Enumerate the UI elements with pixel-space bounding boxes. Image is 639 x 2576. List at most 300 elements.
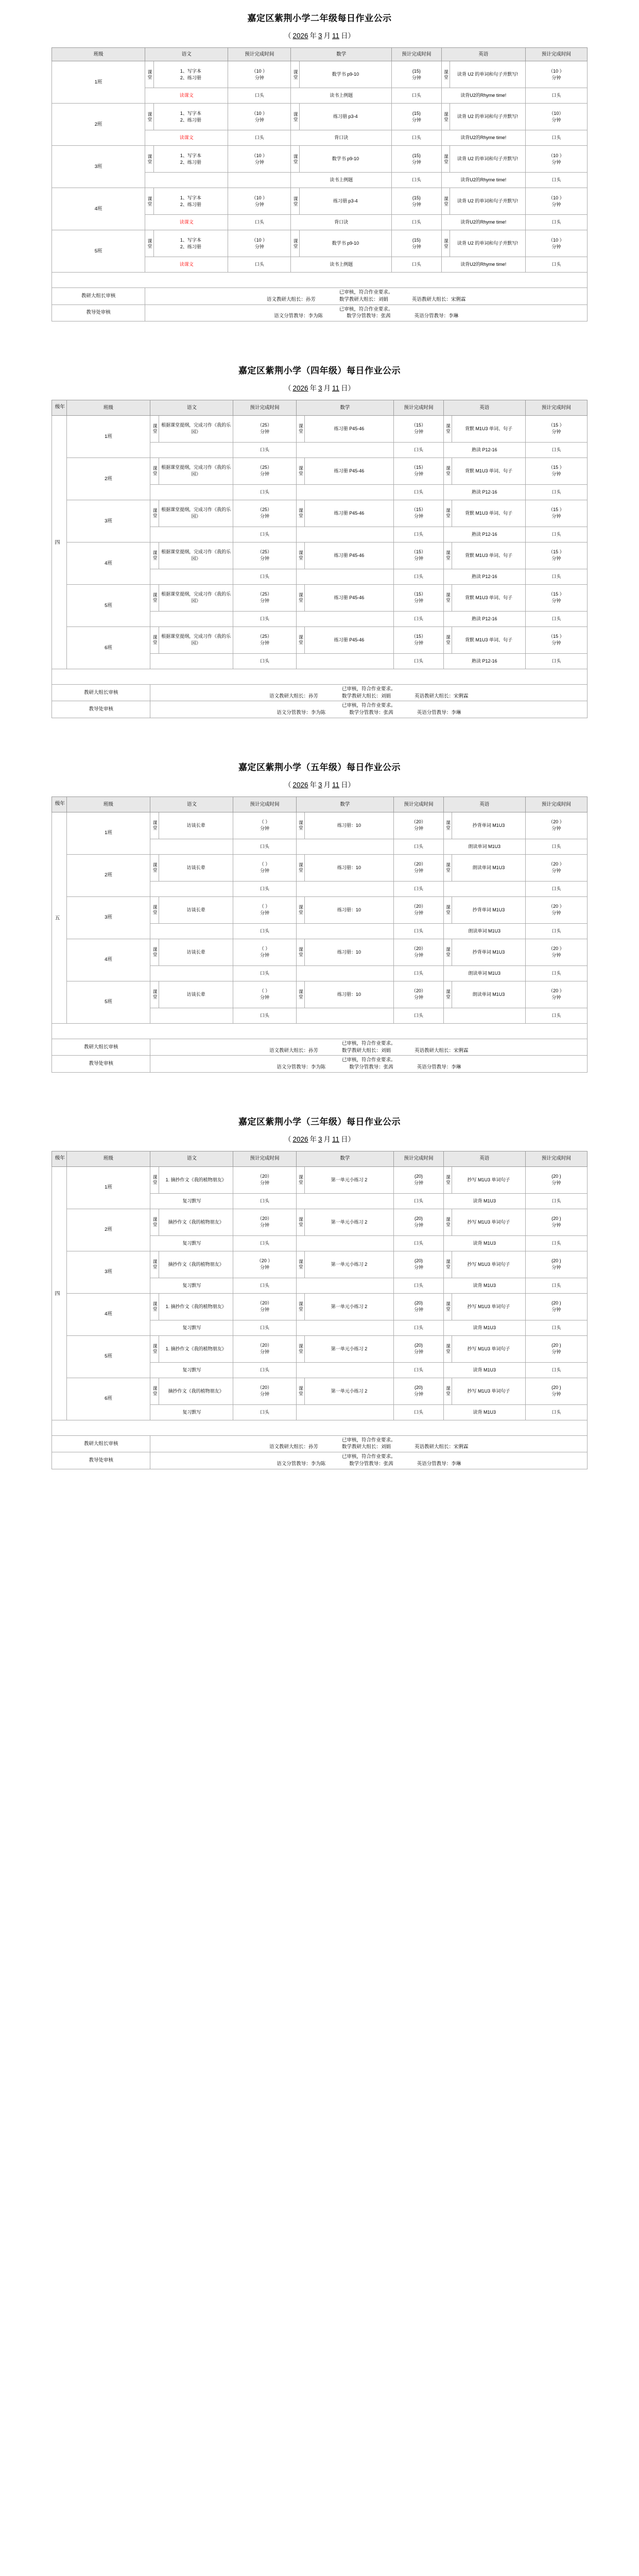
chinese-oral-task: 复习默写 [150, 1404, 233, 1420]
english-oral-time: 口头 [525, 1320, 587, 1335]
class-name-cell: 2班 [66, 854, 150, 896]
english-oral-time: 口头 [525, 173, 587, 188]
math-classroom-label: 课堂 [296, 1293, 304, 1320]
english-oral-time: 口头 [525, 1193, 587, 1209]
page-title: 嘉定区紫荆小学二年级每日作业公示 [247, 13, 392, 23]
english-classroom-label: 课堂 [443, 415, 452, 442]
date-month: 3 [318, 384, 322, 392]
math-written-task: 数学书 p9-10 [299, 61, 391, 88]
math-oral-time: 口头 [394, 1278, 444, 1293]
chinese-classroom-label: 课堂 [150, 1293, 159, 1320]
audit-group-chinese: 语文教研大组长：孙芳 [269, 1444, 318, 1450]
chinese-classroom-label: 课堂 [150, 500, 159, 527]
math-written-task: 第一单元小练习 2 [304, 1378, 393, 1404]
audit-office-chinese: 语文分管教导：李为陈 [274, 313, 323, 319]
audit-office-math: 数学分管教导：张茜 [349, 1064, 393, 1071]
math-written-task: 练习册：10 [304, 981, 393, 1008]
math-written-task: 练习册 p3-4 [299, 104, 391, 130]
audit-row-office [52, 304, 588, 321]
math-classroom-label: 课堂 [296, 626, 304, 653]
english-oral-time: 口头 [525, 257, 587, 273]
english-oral-task: 读背 M1U3 [443, 1320, 525, 1335]
date-day: 11 [332, 1135, 340, 1143]
audit-group-chinese: 语文教研大组长：孙芳 [266, 296, 316, 302]
english-written-time: （10 ） 分钟 [525, 146, 587, 173]
audit-group-status: 已审核，符合作业要求。 [341, 1437, 396, 1443]
chinese-written-time: （10 ） 分钟 [228, 230, 291, 257]
english-written-task: 背默 M1U3 单词、句子 [452, 500, 526, 527]
math-classroom-label: 课堂 [296, 1166, 304, 1193]
chinese-written-task: 1. 摘抄作文《我的植物朋友》 [159, 1166, 233, 1193]
class-name-cell: 1班 [52, 61, 145, 104]
audit-office-status: 已审核，符合作业要求。 [339, 306, 393, 312]
chinese-oral-task [150, 611, 233, 626]
english-written-time: （20 ） 分钟 [525, 854, 587, 881]
chinese-oral-task [150, 839, 233, 854]
class-name-cell: 4班 [66, 1293, 150, 1335]
math-oral-task [296, 442, 393, 457]
table-row [52, 415, 588, 442]
audit-group-chinese: 语文教研大组长：孙芳 [269, 693, 318, 699]
chinese-oral-task [150, 1008, 233, 1023]
chinese-oral-time: 口头 [233, 569, 296, 584]
math-oral-time: 口头 [394, 1404, 444, 1420]
english-oral-task: 读背 M1U3 [443, 1278, 525, 1293]
math-oral-time: 口头 [394, 839, 444, 854]
audit-office-body [150, 701, 588, 718]
math-written-time: （15） 分钟 [394, 542, 444, 569]
math-oral-time: 口头 [394, 653, 444, 669]
audit-office-chinese: 语文分管教导：李为陈 [277, 1461, 326, 1467]
math-written-task: 第一单元小练习 2 [304, 1209, 393, 1235]
col-header-english: 英语 [443, 400, 525, 416]
english-oral-task: 读背U2的Rhyme time! [441, 257, 525, 273]
chinese-classroom-label: 课堂 [150, 854, 159, 881]
spacer-row [52, 1023, 588, 1039]
english-written-time: （20 ） 分钟 [525, 939, 587, 965]
class-name-cell: 3班 [66, 1251, 150, 1293]
table-row [52, 812, 588, 839]
report-date: （ 2026 年 3 月 11 日） [284, 384, 355, 392]
english-classroom-label: 课堂 [443, 939, 452, 965]
math-classroom-label: 课堂 [296, 812, 304, 839]
audit-row-teaching-group [52, 1435, 588, 1452]
audit-group-math: 数学教研大组长：刘娟 [341, 1444, 391, 1450]
math-written-time: (20) 分钟 [394, 1378, 444, 1404]
chinese-oral-time: 口头 [233, 611, 296, 626]
table-row [52, 457, 588, 484]
english-oral-task: 读背 M1U3 [443, 1235, 525, 1251]
math-written-time: （20） 分钟 [394, 981, 444, 1008]
english-written-task: 朗读单词 M1U3 [452, 854, 526, 881]
col-header-math: 数学 [296, 797, 393, 812]
table-header-row [52, 48, 588, 61]
english-oral-time: 口头 [525, 442, 587, 457]
chinese-classroom-label: 课堂 [150, 457, 159, 484]
report-date: （ 2026 年 3 月 11 日） [284, 781, 355, 789]
col-header-english-time: 预计完成时间 [525, 1151, 587, 1166]
table-row [52, 500, 588, 527]
chinese-written-task: 1. 摘抄作文《我的植物朋友》 [159, 1335, 233, 1362]
chinese-written-task: 1、写字本 2、练习册 [153, 104, 228, 130]
class-name-cell: 4班 [66, 939, 150, 981]
math-written-time: (15) 分钟 [392, 230, 442, 257]
math-written-task: 练习册 P45-46 [304, 626, 393, 653]
english-written-task: 读背 U2 的单词和句子并默写! [450, 146, 526, 173]
table-row [52, 1378, 588, 1404]
math-written-task: 练习册：10 [304, 854, 393, 881]
col-header-math-time: 预计完成时间 [392, 48, 442, 61]
col-header-math: 数学 [296, 400, 393, 416]
chinese-written-task: 1、写字本 2、练习册 [153, 146, 228, 173]
table-row [52, 584, 588, 611]
audit-group-chinese: 语文教研大组长：孙芳 [269, 1047, 318, 1054]
chinese-written-task: 1、写字本 2、练习册 [153, 230, 228, 257]
col-header-chinese-time: 预计完成时间 [233, 797, 296, 812]
english-oral-task: 读背U2的Rhyme time! [441, 88, 525, 104]
math-classroom-label: 课堂 [296, 981, 304, 1008]
math-oral-time: 口头 [394, 527, 444, 542]
col-header-math-time: 预计完成时间 [394, 797, 444, 812]
audit-group-label: 教研大组长审核 [52, 1435, 150, 1452]
english-oral-task: 读背 M1U3 [443, 1404, 525, 1420]
col-header-chinese: 语文 [150, 1151, 233, 1166]
math-classroom-label: 课堂 [291, 61, 299, 88]
math-written-time: (15) 分钟 [392, 61, 442, 88]
english-oral-task [443, 1008, 525, 1023]
chinese-written-time: （10 ） 分钟 [228, 61, 291, 88]
chinese-oral-time: 口头 [233, 442, 296, 457]
math-oral-task [296, 484, 393, 500]
homework-table [51, 400, 588, 718]
english-written-time: （10 ） 分钟 [525, 230, 587, 257]
audit-office-math: 数学分管教导：张茜 [347, 313, 391, 319]
chinese-oral-time: 口头 [233, 1235, 296, 1251]
math-written-task: 第一单元小练习 2 [304, 1335, 393, 1362]
english-classroom-label: 课堂 [443, 1293, 452, 1320]
english-classroom-label: 课堂 [441, 230, 450, 257]
chinese-classroom-label: 课堂 [145, 230, 153, 257]
english-oral-task: 熟读 P12-16 [443, 484, 525, 500]
audit-row-teaching-group [52, 684, 588, 701]
chinese-written-task: 根据课堂提纲，完成习作《我的乐园》 [159, 500, 233, 527]
english-written-task: 抄写 M1U3 单词句子 [452, 1335, 526, 1362]
chinese-oral-task [150, 881, 233, 896]
class-name-cell: 6班 [66, 626, 150, 669]
audit-office-body [150, 1056, 588, 1073]
audit-group-body [150, 684, 588, 701]
table-row [52, 939, 588, 965]
chinese-written-task: 访谈长辈 [159, 896, 233, 923]
chinese-oral-task [150, 569, 233, 584]
math-classroom-label: 课堂 [296, 854, 304, 881]
page-title: 嘉定区紫荆小学（三年级）每日作业公示 [238, 1116, 401, 1127]
audit-group-status: 已审核，符合作业要求。 [341, 1040, 396, 1046]
chinese-classroom-label: 课堂 [145, 61, 153, 88]
audit-office-chinese: 语文分管教导：李为陈 [277, 1064, 326, 1071]
chinese-oral-time: 口头 [228, 215, 291, 230]
chinese-oral-time: 口头 [228, 88, 291, 104]
english-classroom-label: 课堂 [443, 981, 452, 1008]
homework-table [51, 47, 588, 321]
audit-office-body [145, 304, 588, 321]
col-header-chinese: 语文 [145, 48, 228, 61]
math-written-time: (20) 分钟 [394, 1209, 444, 1235]
math-written-time: (20) 分钟 [394, 1293, 444, 1320]
english-classroom-label: 课堂 [443, 812, 452, 839]
audit-office-chinese: 语文分管教导：李为陈 [277, 710, 326, 716]
math-oral-time: 口头 [392, 173, 442, 188]
english-written-time: （15 ） 分钟 [525, 626, 587, 653]
english-written-task: 背默 M1U3 单词、句子 [452, 626, 526, 653]
class-name-cell: 2班 [52, 104, 145, 146]
audit-office-names [152, 1461, 585, 1468]
math-oral-time: 口头 [394, 611, 444, 626]
date-month: 3 [318, 781, 322, 789]
date-month: 3 [318, 1135, 322, 1143]
spacer-row [52, 273, 588, 288]
chinese-oral-time: 口头 [233, 653, 296, 669]
audit-office-names [152, 709, 585, 717]
english-written-time: （15 ） 分钟 [525, 542, 587, 569]
math-oral-task [296, 653, 393, 669]
math-classroom-label: 课堂 [296, 939, 304, 965]
math-oral-task [296, 1235, 393, 1251]
math-classroom-label: 课堂 [296, 1251, 304, 1278]
audit-group-english: 英语教研大组长：宋俐霖 [415, 1444, 469, 1450]
english-written-task: 读背 U2 的单词和句子并默写! [450, 230, 526, 257]
math-oral-time: 口头 [394, 1008, 444, 1023]
english-oral-time: 口头 [525, 1008, 587, 1023]
col-header-math-time: 预计完成时间 [394, 400, 444, 416]
date-year: 2026 [292, 1135, 308, 1143]
table-row [52, 61, 588, 88]
math-written-task: 练习册 P45-46 [304, 457, 393, 484]
homework-table [51, 1151, 588, 1469]
english-written-task: 读背 U2 的单词和句子并默写! [450, 188, 526, 215]
chinese-written-time: （ ） 分钟 [233, 854, 296, 881]
audit-group-status: 已审核，符合作业要求。 [339, 290, 393, 296]
chinese-classroom-label: 课堂 [150, 542, 159, 569]
english-oral-time: 口头 [525, 88, 587, 104]
audit-office-body [150, 1452, 588, 1469]
english-oral-task: 熟读 P12-16 [443, 527, 525, 542]
date-day: 11 [332, 384, 340, 392]
english-oral-time: 口头 [525, 527, 587, 542]
table-row [52, 188, 588, 215]
math-oral-time: 口头 [392, 257, 442, 273]
class-name-cell: 5班 [52, 230, 145, 273]
col-header-math: 数学 [296, 1151, 393, 1166]
math-oral-time: 口头 [394, 1193, 444, 1209]
date-month: 3 [318, 31, 322, 40]
class-name-cell: 1班 [66, 1166, 150, 1209]
english-classroom-label: 课堂 [443, 626, 452, 653]
chinese-written-time: （10 ） 分钟 [228, 104, 291, 130]
english-classroom-label: 课堂 [441, 146, 450, 173]
class-name-cell: 4班 [52, 188, 145, 230]
english-oral-time: 口头 [525, 484, 587, 500]
chinese-classroom-label: 课堂 [150, 896, 159, 923]
audit-group-names [152, 693, 585, 700]
english-written-task: 抄写 M1U3 单词句子 [452, 1166, 526, 1193]
math-oral-time: 口头 [394, 569, 444, 584]
math-oral-task [296, 1320, 393, 1335]
english-oral-task: 读背U2的Rhyme time! [441, 173, 525, 188]
english-oral-time: 口头 [525, 1278, 587, 1293]
english-written-time: （15 ） 分钟 [525, 457, 587, 484]
class-name-cell: 5班 [66, 981, 150, 1023]
english-classroom-label: 课堂 [443, 584, 452, 611]
report-date: （ 2026 年 3 月 11 日） [284, 31, 355, 40]
math-written-time: (15) 分钟 [392, 146, 442, 173]
chinese-oral-task [150, 923, 233, 939]
col-header-chinese: 语文 [150, 797, 233, 812]
chinese-oral-task: 复习默写 [150, 1193, 233, 1209]
table-header-row [52, 797, 588, 812]
audit-group-names [152, 1444, 585, 1451]
math-classroom-label: 课堂 [296, 896, 304, 923]
english-oral-time: 口头 [525, 839, 587, 854]
chinese-oral-task: 读课文 [145, 215, 228, 230]
english-written-time: （15 ） 分钟 [525, 500, 587, 527]
chinese-written-task: 摘抄作文《我的植物朋友》 [159, 1209, 233, 1235]
english-oral-task: 熟读 P12-16 [443, 442, 525, 457]
chinese-oral-task: 读课文 [145, 257, 228, 273]
col-header-english: 英语 [443, 1151, 525, 1166]
table-row [52, 230, 588, 257]
page-title: 嘉定区紫荆小学（五年级）每日作业公示 [238, 762, 401, 772]
math-oral-task: 背口诀 [291, 130, 392, 146]
chinese-written-task: 根据课堂提纲，完成习作《我的乐园》 [159, 626, 233, 653]
english-classroom-label: 课堂 [443, 500, 452, 527]
english-written-task: 读背 U2 的单词和句子并默写! [450, 104, 526, 130]
english-written-time: （20 ） 分钟 [525, 812, 587, 839]
audit-office-english: 英语分管教导：李琳 [417, 1461, 461, 1467]
math-oral-task [296, 569, 393, 584]
english-classroom-label: 课堂 [443, 1251, 452, 1278]
math-written-time: （20） 分钟 [394, 812, 444, 839]
chinese-classroom-label: 课堂 [145, 146, 153, 173]
math-classroom-label: 课堂 [291, 230, 299, 257]
chinese-written-time: （10 ） 分钟 [228, 146, 291, 173]
class-name-cell: 3班 [66, 500, 150, 542]
audit-group-body [145, 288, 588, 305]
math-written-time: （15） 分钟 [394, 415, 444, 442]
math-written-task: 练习册 P45-46 [304, 415, 393, 442]
english-written-task: 抄背单词 M1U3 [452, 939, 526, 965]
chinese-oral-time: 口头 [233, 1008, 296, 1023]
math-oral-task [296, 1193, 393, 1209]
english-oral-time: 口头 [525, 611, 587, 626]
english-oral-task: 读背U2的Rhyme time! [441, 130, 525, 146]
table-row [52, 1209, 588, 1235]
chinese-classroom-label: 课堂 [150, 1209, 159, 1235]
col-header-chinese-time: 预计完成时间 [228, 48, 291, 61]
spacer-row [52, 1420, 588, 1435]
english-oral-time: 口头 [525, 1404, 587, 1420]
math-written-time: （20） 分钟 [394, 939, 444, 965]
grade-cell: 五 [52, 812, 67, 1023]
english-oral-task: 熟读 P12-16 [443, 653, 525, 669]
audit-office-english: 英语分管教导：李琳 [417, 710, 461, 716]
table-header-row [52, 1151, 588, 1166]
chinese-written-time: （25） 分钟 [233, 542, 296, 569]
col-header-math: 数学 [291, 48, 392, 61]
math-oral-task: 读书上例题 [291, 173, 392, 188]
audit-group-math: 数学教研大组长：刘娟 [341, 693, 391, 699]
english-oral-task: 朗读单词 M1U3 [443, 839, 525, 854]
audit-group-label: 教研大组长审核 [52, 1039, 150, 1056]
math-written-time: (15) 分钟 [392, 188, 442, 215]
math-written-task: 练习册 P45-46 [304, 584, 393, 611]
date-day: 11 [332, 31, 340, 40]
audit-group-math: 数学教研大组长：刘娟 [339, 296, 388, 302]
math-written-time: （15） 分钟 [394, 626, 444, 653]
chinese-oral-time: 口头 [233, 1193, 296, 1209]
math-written-time: (20) 分钟 [394, 1251, 444, 1278]
english-oral-task: 朗读单词 M1U3 [443, 923, 525, 939]
chinese-oral-task [150, 527, 233, 542]
audit-group-english: 英语教研大组长：宋俐霖 [415, 693, 469, 699]
math-classroom-label: 课堂 [296, 1378, 304, 1404]
table-row [52, 1251, 588, 1278]
chinese-classroom-label: 课堂 [145, 188, 153, 215]
chinese-written-time: （25） 分钟 [233, 500, 296, 527]
audit-group-names [147, 296, 585, 303]
table-row [52, 981, 588, 1008]
math-classroom-label: 课堂 [296, 542, 304, 569]
chinese-oral-task: 读课文 [145, 130, 228, 146]
chinese-written-time: （25） 分钟 [233, 626, 296, 653]
english-oral-time: 口头 [525, 215, 587, 230]
chinese-classroom-label: 课堂 [150, 584, 159, 611]
math-oral-task: 背口诀 [291, 215, 392, 230]
english-oral-time: 口头 [525, 130, 587, 146]
table-row [52, 1293, 588, 1320]
math-classroom-label: 课堂 [291, 146, 299, 173]
math-oral-task [296, 965, 393, 981]
english-written-time: （10） 分钟 [525, 104, 587, 130]
english-oral-task: 熟读 P12-16 [443, 569, 525, 584]
class-name-cell: 1班 [66, 415, 150, 457]
report-date: （ 2026 年 3 月 11 日） [284, 1135, 355, 1143]
audit-office-label: 教导处审核 [52, 701, 150, 718]
audit-office-english: 英语分管教导：李琳 [414, 313, 459, 319]
math-oral-task [296, 1362, 393, 1378]
math-written-task: 练习册：10 [304, 939, 393, 965]
math-oral-time: 口头 [394, 923, 444, 939]
chinese-written-time: （20） 分钟 [233, 1335, 296, 1362]
table-header-row [52, 400, 588, 416]
chinese-oral-task: 复习默写 [150, 1278, 233, 1293]
math-classroom-label: 课堂 [291, 104, 299, 130]
math-oral-task [296, 839, 393, 854]
audit-office-label: 教导处审核 [52, 1056, 150, 1073]
english-written-time: (20 ) 分钟 [525, 1251, 587, 1278]
english-written-time: （20 ） 分钟 [525, 896, 587, 923]
section-gap [0, 321, 639, 352]
chinese-written-time: （20） 分钟 [233, 1209, 296, 1235]
chinese-oral-time: 口头 [233, 1320, 296, 1335]
audit-row-teaching-group [52, 1039, 588, 1056]
chinese-written-time: （20） 分钟 [233, 1378, 296, 1404]
english-written-task: 抄写 M1U3 单词句子 [452, 1293, 526, 1320]
date-year: 2026 [292, 781, 308, 789]
audit-group-label: 教研大组长审核 [52, 288, 145, 305]
math-written-time: (20) 分钟 [394, 1335, 444, 1362]
audit-group-math: 数学教研大组长：刘娟 [341, 1047, 391, 1054]
